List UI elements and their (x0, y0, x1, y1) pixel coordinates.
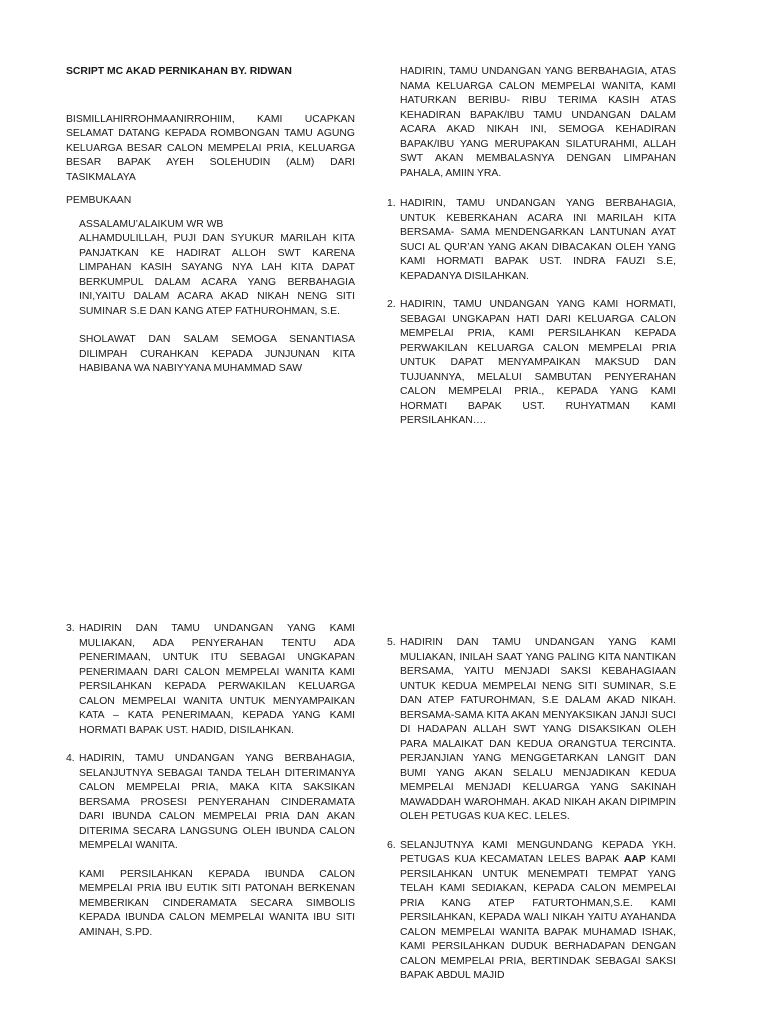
item-text (400, 839, 676, 984)
list-item-2 (387, 298, 676, 429)
hadirin-intro: HADIRIN, TAMU UNDANGAN YANG BERBAHAGIA, ATAS NAMA KELUARGA CALON MEMPELAI WANITA, KAMI HATURKAN BERIBU- RIBU TERIMA KASIH ATAS KEHADIRAN BAPAK/IBU TAMU UNDANGAN DALAM ACARA AKAD NIKAH INI, SEMOGA KEHADIRAN BAPAK/IBU YANG MERUPAKAN SILATURAHMI, ALLAH SWT AKAN MEMBALASNYA DENGAN LIMPAHAN PAHALA, AMIIN YRA. (400, 66, 676, 179)
list-item-6 (387, 839, 676, 984)
item-number: 2. (387, 299, 396, 310)
list-item-4 (66, 752, 355, 940)
item-number: 3. (66, 623, 75, 634)
sholawat-paragraph: SHOLAWAT DAN SALAM SEMOGA SENANTIASA DILIMPAH CURAHKAN KEPADA JUNJUNAN KITA HABIBANA WA NABIYYANA MUHAMMAD SAW (79, 334, 355, 374)
item-number: 4. (66, 753, 75, 764)
list-item-1 (387, 197, 676, 284)
page2-right-column (387, 636, 676, 984)
document-title: SCRIPT MC AKAD PERNIKAHAN BY. RIDWAN (66, 66, 292, 77)
item-4-extra: KAMI PERSILAHKAN KEPADA IBUNDA CALON MEMPELAI PRIA IBU EUTIK SITI PATONAH BERKENAN MEMBERIKAN CINDERAMATA SECARA SIMBOLIS KEPADA IBUNDA CALON MEMPELAI WANITA IBU SITI AMINAH, S.PD. (79, 868, 355, 938)
item-text: HADIRIN, TAMU UNDANGAN YANG BERBAHAGIA, SELANJUTNYA SEBAGAI TANDA TELAH DITERIMANYA CALON MEMPELAI PRIA, MAKA KITA SAKSIKAN BERSAMA PROSESI PENYERAHAN CINDERAMATA DARI IBUNDA CALON MEMPELAI PRIA DAN AKAN DITERIMA SECARA LANGSUNG OLEH IBUNDA CALON MEMPELAI WANITA. (79, 753, 355, 851)
list-item-3 (66, 622, 355, 738)
item-6-post: KAMI PERSILAHKAN UNTUK MENEMPATI TEMPAT YANG TELAH KAMI SEDIAKAN, KEPADA CALON MEMPELAI PRIA KANG ATEP FATURTOHMAN,S.E. KAMI PERSILAHKAN, KEPADA WALI NIKAH YAITU AYAHANDA CALON MEMPELAI WANITA BAPAK MUHAMAD ISHAK, KAMI PERSILAHKAN DUDUK BERHADAPAN DENGAN CALON MEMPELAI PRIA, BERTINDAK SEBAGAI SAKSI BAPAK ABDUL MAJID (400, 854, 676, 981)
item-number: 5. (387, 637, 396, 648)
item-6-pre: SELANJUTNYA KAMI MENGUNDANG KEPADA YKH. PETUGAS KUA KECAMATAN LELES BAPAK (400, 839, 676, 865)
opening-welcome: BISMILLAHIRROHMAANIRROHIIM, KAMI UCAPKAN SELAMAT DATANG KEPADA ROMBONGAN TAMU AGUNG KELUARGA BESAR CALON MEMPELAI PRIA, KELUARGA BESAR BAPAK AYEH SOLEHUDIN (ALM) DARI TASIKMALAYA (66, 113, 355, 183)
page1-left-column (66, 65, 355, 377)
pembukaan-block (66, 218, 355, 377)
petugas-name-bold: AAP (623, 854, 646, 865)
item-text: HADIRIN, TAMU UNDANGAN YANG KAMI HORMATI, SEBAGAI UNGKAPAN HATI DARI KELUARGA CALON MEMPELAI PRIA, KAMI PERSILAHKAN KEPADA PERWAKILAN KELUARGA CALON MEMPELAI PRIA UNTUK DAPAT MENYAMPAIKAN MAKSUD DAN TUJUANNYA, MELALUI SAMBUTAN PENYERAHAN CALON MEMPELAI PRIA., KEPADA YANG KAMI HORMATI BAPAK UST. RUHYATMAN KAMI PERSILAHKAN…. (400, 299, 676, 426)
greeting: ASSALAMU’ALAIKUM WR WB (79, 218, 224, 230)
section-heading-pembukaan: PEMBUKAAN (66, 195, 132, 206)
praise-paragraph: ALHAMDULILLAH, PUJI DAN SYUKUR MARILAH KITA PANJATKAN KE HADIRAT ALLOH SWT KARENA LIMPAHAN KASIH SAYANG NYA LAH KITA DAPAT BERKUMPUL DALAM ACARA YANG BERBAHAGIA INI,YAITU DALAM ACARA AKAD NIKAH NENG SITI SUMINAR S.E DAN KANG ATEP FATHUROHMAN, S.E. (79, 233, 355, 317)
item-text: HADIRIN DAN TAMU UNDANGAN YANG KAMI MULIAKAN, INILAH SAAT YANG PALING KITA NANTIKAN BERSAMA, YAITU MENJADI SAKSI KEBAHAGIAAN UNTUK KEDUA MEMPELAI NENG SITI SUMINAR, S.E DAN ATEP FATUROHMAN, S.E DALAM AKAD NIKAH. BERSAMA-SAMA KITA AKAN MENYAKSIKAN JANJI SUCI DI HADAPAN ALLAH SWT YANG DISAKSIKAN OLEH PARA MALAIKAT DAN KEDUA ORANGTUA TERCINTA. PERJANJIAN YANG MENGGETARKAN LANGIT DAN BUMI YANG AKAN SELALU MENJADIKAN KEDUA MEMPELAI MENJADI KELUARGA YANG SAKINAH MAWADDAH WAROHMAH. AKAD NIKAH AKAN DIPIMPIN OLEH PETUGAS KUA KEC. LELES. (400, 637, 676, 822)
item-number: 6. (387, 839, 396, 851)
page2-left-column (66, 622, 355, 940)
page1-right-column (387, 65, 676, 429)
item-text: HADIRIN DAN TAMU UNDANGAN YANG KAMI MULIAKAN, ADA PENYERAHAN TENTU ADA PENERIMAAN, UNTUK ITU SEBAGAI UNGKAPAN PENERIMAAN DARI CALON MEMPELAI WANITA KAMI PERSILAHKAN KEPADA PERWAKILAN KELUARGA CALON MEMPELAI WANITA UNTUK MENYAMPAIKAN KATA – KATA PENERIMAAN, KEPADA YANG KAMI HORMATI BAPAK UST. HADID, DISILAHKAN. (79, 623, 355, 736)
item-number: 1. (387, 198, 396, 209)
list-item-5 (387, 636, 676, 825)
item-text: HADIRIN, TAMU UNDANGAN YANG BERBAHAGIA, UNTUK KEBERKAHAN ACARA INI MARILAH KITA BERSAMA- SAMA MENDENGARKAN LANTUNAN AYAT SUCI AL QUR’AN YANG AKAN DIBACAKAN OLEH YANG KAMI HORMATI BAPAK UST. INDRA FAUZI S.E, KEPADANYA DISILAHKAN. (400, 198, 676, 282)
